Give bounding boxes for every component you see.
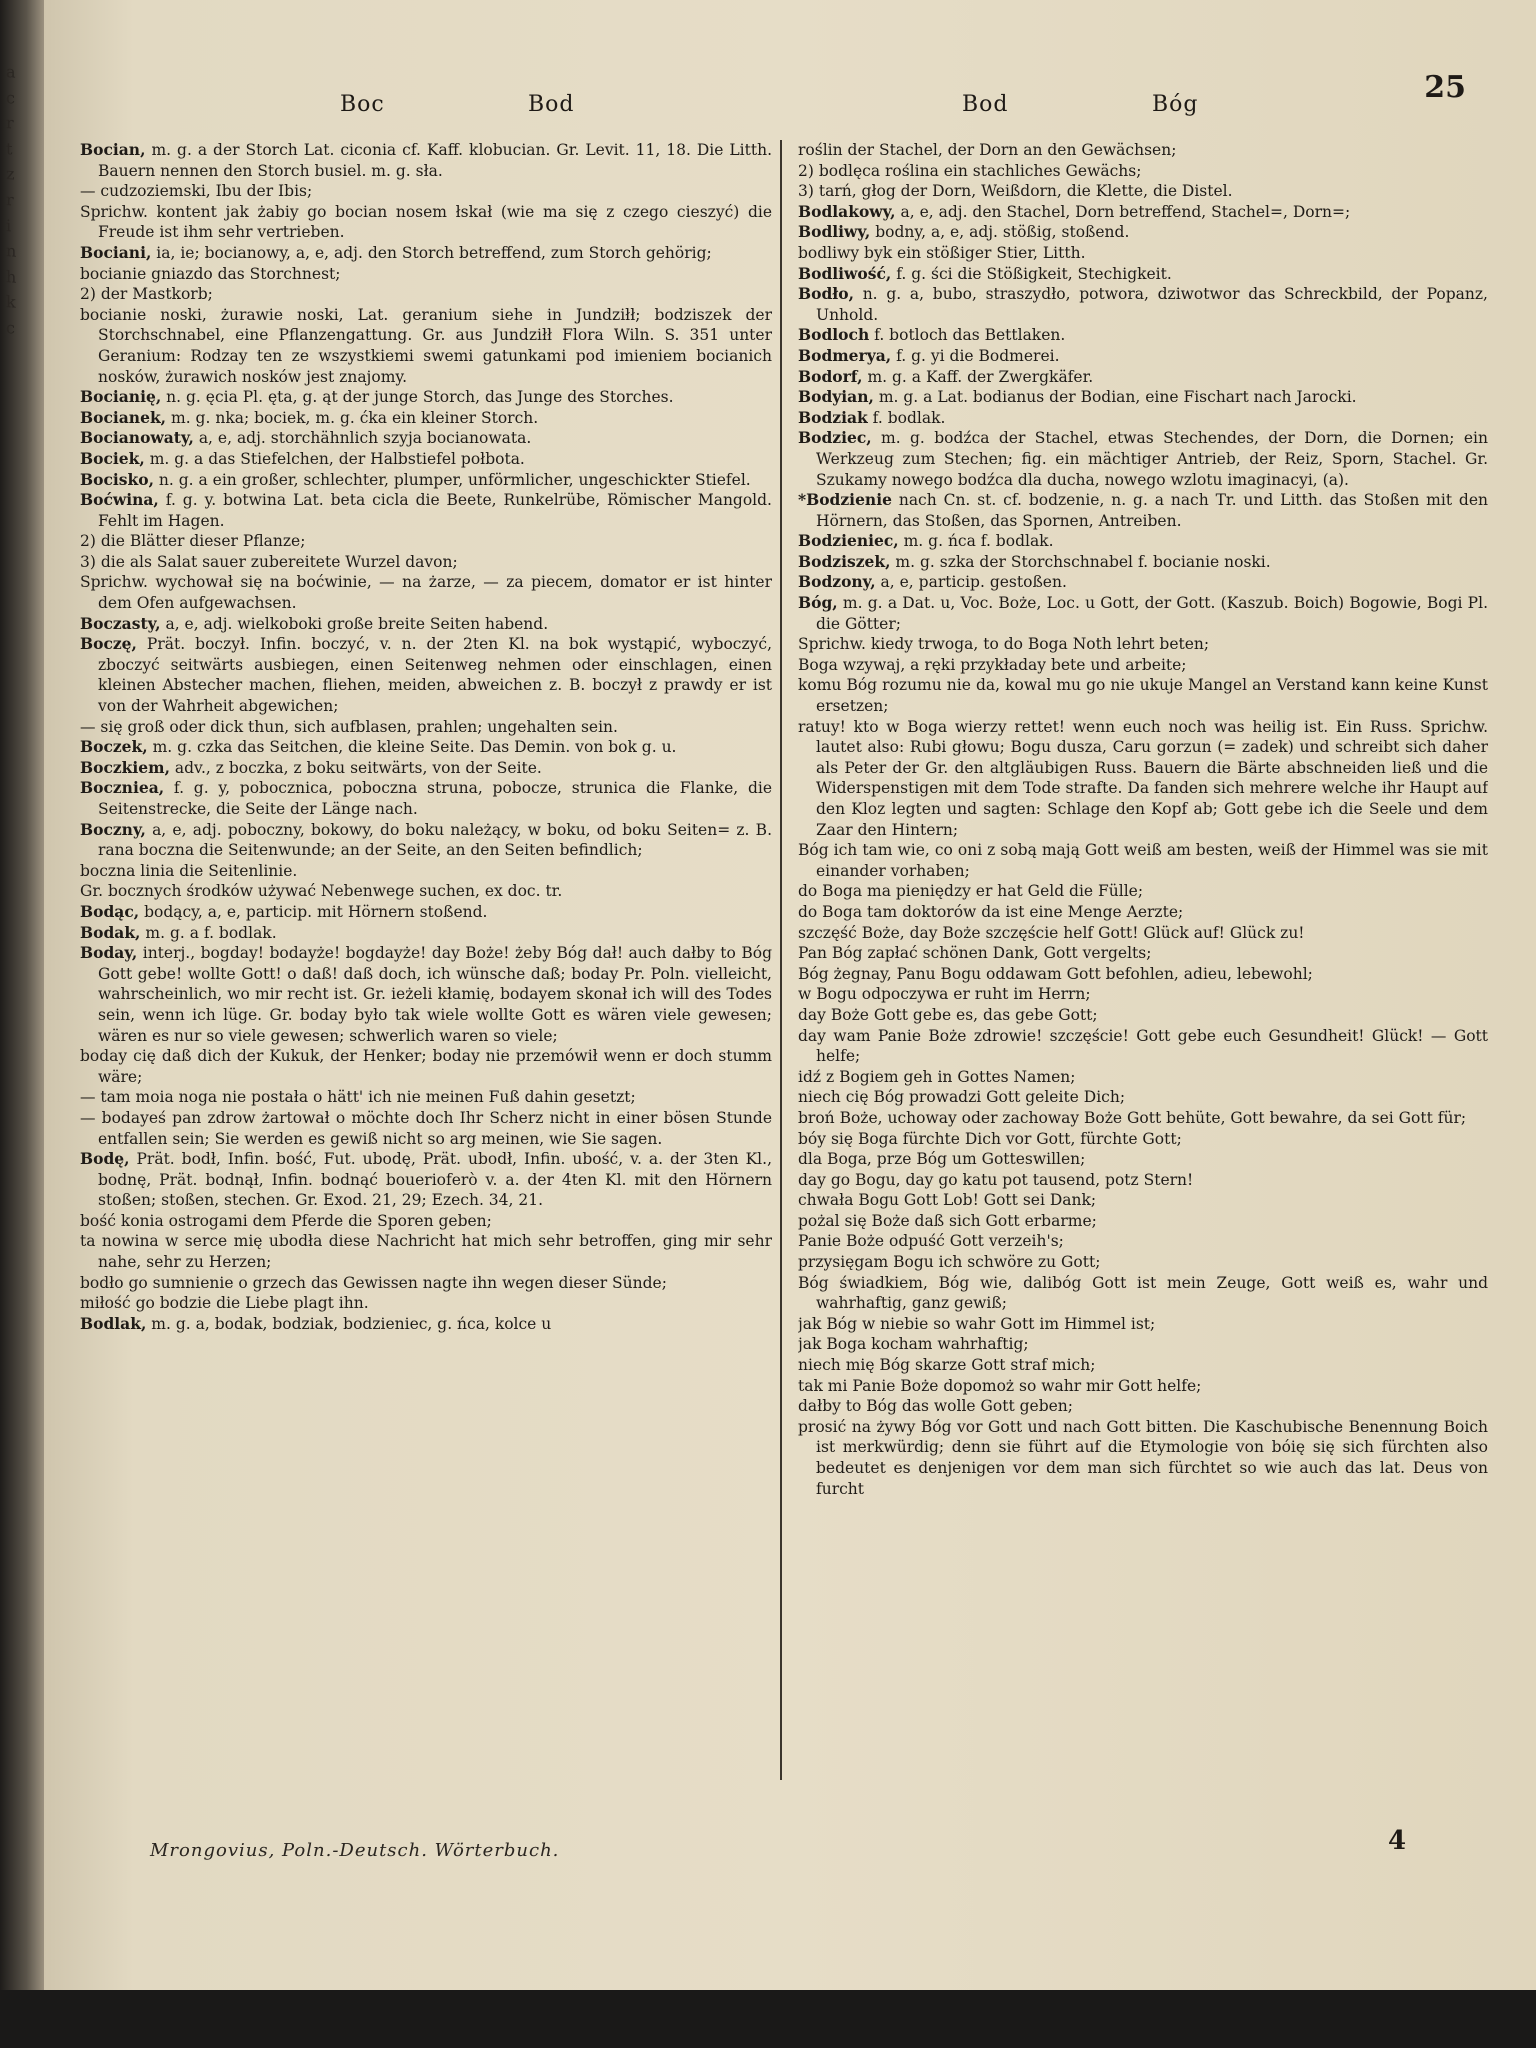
dictionary-entry [798,1026,1488,1067]
signature-mark: 4 [1388,1826,1407,1856]
entry-text: m. g. a Dat. u, Voc. Boże, Loc. u Gott, der Gott. (Kaszub. Boich) Bogowie, Bogi Pl. die Götter; [816,594,1488,633]
entry-headword: Bodorf, [798,366,863,386]
dictionary-entry [798,1273,1488,1314]
dictionary-entry [798,490,1488,531]
dictionary-entry [798,346,1488,367]
dictionary-entry [798,1067,1488,1088]
dictionary-entry [798,717,1488,841]
dictionary-entry [80,284,772,305]
entry-text: roślin der Stachel, der Dorn an den Gewächsen; [798,141,1177,159]
dictionary-entry [798,881,1488,902]
dictionary-entry [80,202,772,243]
dictionary-entry [798,325,1488,346]
dictionary-entry [798,1005,1488,1026]
dictionary-entry [798,1211,1488,1232]
entry-text: Boga wzywaj, a ręki przykładay bete und arbeite; [798,655,1187,674]
dictionary-entry [80,490,772,531]
entry-headword: Bodak, [80,922,141,942]
entry-headword: Bociek, [80,448,145,468]
entry-text: day wam Panie Boże zdrowie! szczęście! Gott gebe euch Gesundheit! Glück! — Gott helfe; [798,1026,1488,1066]
entry-text: f. g. yi die Bodmerei. [891,346,1060,365]
entry-text: pożal się Boże daß sich Gott erbarme; [798,1211,1097,1230]
dictionary-entry [798,531,1488,552]
entry-text: prosić na żywy Bóg vor Gott und nach Gott bitten. Die Kaschubische Benennung Boich ist merkwürdig; denn sie führt auf die Etymologie von bóię się sich fürchten also bedeutet es denjenigen vor dem man sich fürchtet so wie auch das lat. Deus von furcht [798,1417,1488,1498]
entry-text: bocianie gniazdo das Storchnest; [80,264,341,283]
entry-text: 2) der Mastkorb; [80,285,213,304]
dictionary-entry [80,634,772,716]
dictionary-entry [80,717,772,738]
entry-text: Panie Boże odpuść Gott verzeih's; [798,1232,1064,1251]
entry-text: day Boże Gott gebe es, das gebe Gott; [798,1005,1098,1024]
dictionary-entry [798,408,1488,429]
entry-text: m. g. ńca f. bodlak. [898,532,1054,551]
dictionary-entry [798,943,1488,964]
entry-headword: Boćwina, [80,490,159,510]
entry-headword: Boczkiem, [80,757,170,777]
dictionary-entry [798,634,1488,655]
entry-text: 2) bodlęca roślina ein stachliches Gewächs; [798,161,1142,180]
entry-text: a, e, particip. gestoßen. [875,573,1067,592]
entry-text: — się groß oder dick thun, sich aufblasen, prahlen; ungehalten sein. [80,717,618,736]
book-spine [0,0,44,1990]
entry-text: Sprichw. kiedy trwoga, to do Boga Noth lehrt beten; [798,635,1210,654]
dictionary-entry [798,923,1488,944]
entry-headword: *Bodzienie [798,490,892,510]
dictionary-entry [798,181,1488,202]
entry-headword: Bodzony, [798,572,876,592]
entry-text: a, e, adj. wielkoboki große breite Seiten habend. [160,614,549,633]
entry-text: — bodayeś pan zdrow żartował o möchte doch Ihr Scherz nicht in einer bösen Stunde entfallen sein; Sie werden es gewiß nicht so arg meinen, wie Sie sagen. [80,1108,772,1148]
book-title-footer: Mrongovius, Poln.-Deutsch. Wörterbuch. [150,1840,560,1861]
dictionary-entry [80,264,772,285]
dictionary-entry [80,1231,772,1272]
entry-headword: Boczek, [80,737,148,757]
dictionary-entry [798,367,1488,388]
entry-text: chwała Bogu Gott Lob! Gott sei Dank; [798,1191,1097,1210]
dictionary-entry [798,387,1488,408]
entry-text: tak mi Panie Boże dopomoż so wahr mir Gott helfe; [798,1376,1202,1395]
entry-headword: Boday, [80,943,138,963]
entry-text: bodło go sumnienie o grzech das Gewissen nagte ihn wegen dieser Sünde; [80,1273,667,1292]
dictionary-entry [80,387,772,408]
entry-text: Sprichw. kontent jak żabiy go bocian nosem łskał (wie ma się z czego cieszyć) die Freude ist ihm sehr vertrieben. [80,202,772,242]
entry-text: miłość go bodzie die Liebe plagt ihn. [80,1294,369,1313]
dictionary-entry [80,614,772,635]
entry-text: niech mię Bóg skarze Gott straf mich; [798,1356,1096,1375]
entry-headword: Boczę, [80,634,137,654]
dictionary-entry [80,1273,772,1294]
entry-text: bocianie noski, żurawie noski, Lat. geranium siehe in Jundziłł; bodziszek der Storchschnabel, eine Pflanzengattung. Gr. aus Jundziłł Flora Wiln. S. 351 unter Geranium: Rodzay ten ze wszystkiemi swemi gatunkami pod imieniem bocianich nosków, żurawich nosków jest znajomy. [80,305,772,386]
entry-text: 3) die als Salat sauer zubereitete Wurzel davon; [80,552,458,571]
entry-headword: Bodliwy, [798,222,871,242]
dictionary-entry [80,1046,772,1087]
entry-text: m. g. a f. bodlak. [140,923,277,942]
entry-headword: Bocian, [80,140,146,159]
dictionary-entry [80,1293,772,1314]
guide-word-right-1: Bod [962,92,1009,117]
entry-text: m. g. a, bodak, bodziak, bodzieniec, g. ńca, kolce u [146,1314,552,1333]
dictionary-entry [798,675,1488,716]
entry-text: a, e, adj. storchähnlich szyja bocianowata. [193,429,532,448]
entry-text: a, e, adj. den Stachel, Dorn betreffend, Stachel=, Dorn=; [895,202,1351,221]
dictionary-entry [798,1149,1488,1170]
dictionary-entry [798,1190,1488,1211]
entry-text: a, e, adj. poboczny, bokowy, do boku należący, w boku, od boku Seiten= z. B. rana boczna die Seitenwunde; an der Seite, an den Seiten befindlich; [98,820,772,860]
dictionary-entry [798,593,1488,634]
dictionary-entry [80,572,772,613]
dictionary-entry [80,449,772,470]
dictionary-entry [80,943,772,1046]
dictionary-entry [798,1129,1488,1150]
entry-text: m. g. czka das Seitchen, die kleine Seite. Das Demin. von bok g. u. [147,738,677,757]
dictionary-entry [80,1149,772,1211]
dictionary-entry [80,1314,772,1335]
dictionary-entry [80,181,772,202]
entry-text: nach Cn. st. cf. bodzenie, n. g. a nach Tr. und Litth. das Stoßen mit den Hörnern, das Stoßen, das Spornen, Antreiben. [816,491,1488,530]
dictionary-entry [80,408,772,429]
entry-headword: Bóg, [798,593,838,613]
entry-text: Gr. bocznych środków używać Nebenwege suchen, ex doc. tr. [80,882,563,901]
entry-text: f. bodlak. [867,408,946,427]
entry-headword: Bocianię, [80,387,162,407]
dictionary-entry [798,1396,1488,1417]
entry-text: n. g. ęcia Pl. ęta, g. ąt der junge Storch, das Junge des Storches. [161,388,674,407]
dictionary-entry [798,655,1488,676]
entry-text: m. g. a Lat. bodianus der Bodian, eine Fischart nach Jarocki. [873,388,1357,407]
entry-text: przysięgam Bogu ich schwöre zu Gott; [798,1253,1101,1272]
entry-text: — tam moia noga nie postała o hätt' ich nie meinen Fuß dahin gesetzt; [80,1088,636,1107]
dictionary-entry [798,1108,1488,1129]
entry-text: w Bogu odpoczywa er ruht im Herrn; [798,985,1091,1004]
entry-text: f. g. y. botwina Lat. beta cicla die Beete, Runkelrübe, Römischer Mangold. Fehlt im Hagen. [98,491,772,530]
dictionary-entry [798,264,1488,285]
background-edge [0,1990,1536,2048]
entry-text: szczęść Boże, day Boże szczęście helf Gott! Glück auf! Glück zu! [798,923,1305,942]
dictionary-entry [798,984,1488,1005]
entry-text: Bóg ich tam wie, co oni z sobą mają Gott weiß am besten, weiß der Himmel was sie mit einander vorhaben; [798,841,1488,880]
entry-headword: Bodyian, [798,387,874,407]
entry-text: bodny, a, e, adj. stößig, stoßend. [870,223,1130,242]
entry-text: m. g. a das Stiefelchen, der Halbstiefel połbota. [144,449,525,468]
dictionary-entry [80,470,772,491]
entry-text: bodący, a, e, particip. mit Hörnern stoßend. [139,902,488,921]
entry-text: f. g. ści die Stößigkeit, Stechigkeit. [891,264,1172,283]
entry-text: jak Boga kocham wahrhaftig; [798,1335,1029,1354]
dictionary-entry [80,531,772,552]
dictionary-entry [80,428,772,449]
entry-text: Bóg świadkiem, Bóg wie, dalibóg Gott ist mein Zeuge, Gott weiß es, wahr und wahrhaftig, ganz gewiß; [798,1273,1488,1313]
guide-word-right-2: Bóg [1152,92,1199,117]
entry-text: dałby to Bóg das wolle Gott geben; [798,1397,1074,1416]
dictionary-entry [80,923,772,944]
dictionary-entry [80,881,772,902]
entry-headword: Bodloch [798,325,870,345]
spine-text: a c r t z r i n h k c [6,61,17,338]
dictionary-entry [798,1087,1488,1108]
entry-headword: Bodlak, [80,1313,147,1333]
dictionary-entry [798,964,1488,985]
entry-text: broń Boże, uchoway oder zachoway Boże Gott behüte, Gott bewahre, da sei Gott für; [798,1108,1467,1127]
entry-text: m. g. a der Storch Lat. ciconia cf. Kaff. klobucian. Gr. Levit. 11, 18. Die Litth. Bauern nennen den Storch busiel. m. g. sła. [98,141,772,180]
entry-text: komu Bóg rozumu nie da, kowal mu go nie ukuje Mangel an Verstand kann keine Kunst ersetzen; [798,676,1488,716]
entry-headword: Bociani, [80,242,152,262]
entry-text: adv., z boczka, z boku seitwärts, von der Seite. [169,758,542,777]
entry-text: do Boga tam doktorów da ist eine Menge Aerzte; [798,902,1184,921]
dictionary-entry [798,1314,1488,1335]
guide-word-left-1: Boc [340,92,385,117]
dictionary-entry [798,140,1488,161]
entry-text: boday cię daß dich der Kukuk, der Henker; boday nie przemówił wenn er doch stumm wäre; [80,1047,772,1086]
entry-text: ratuy! kto w Boga wierzy rettet! wenn euch noch was heilig ist. Ein Russ. Sprichw. lautet also: Rubi głowu; Bogu dusza, Caru gorzun (= zadek) und schreibt sich daher als Peter der Gr. den altgläubigen Russ. Bauern die Bärte abschneiden ließ und die Widerspenstigen mit dem Tode strafte. Da fanden sich mehrere welche ihr Haupt auf den Kloz legten und sagten: Schlage den Kopf ab; Gott gebe ich die Seele und dem Zaar den Hintern; [798,717,1488,839]
entry-text: — cudzoziemski, Ibu der Ibis; [80,182,313,201]
entry-headword: Bodziec, [798,428,872,448]
guide-word-left-2: Bod [528,92,575,117]
dictionary-entry [80,305,772,387]
entry-text: Sprichw. wychował się na boćwinie, — na żarze, — za piecem, domator er ist hinter dem Ofen aufgewachsen. [80,573,772,613]
entry-text: Bóg żegnay, Panu Bogu oddawam Gott befohlen, adieu, lebewohl; [798,964,1313,983]
entry-headword: Bodliwość, [798,263,892,283]
entry-headword: Bodzieniec, [798,531,899,551]
entry-text: Prät. bodł, Infin. bość, Fut. ubodę, Prät. ubodł, Infin. ubość, v. a. der 3ten Kl., bodnę, Prät. bodnął, Infin. bodnąć bouerioferò v. a. der 4ten Kl. mit den Hörnern stoßen; stoßen, stechen. Gr. Exod. 21, 29; Ezech. 34, 21. [98,1150,772,1210]
entry-headword: Bodlakowy, [798,201,896,221]
dictionary-entry [80,1108,772,1149]
entry-text: boczna linia die Seitenlinie. [80,861,298,880]
dictionary-entry [798,202,1488,223]
entry-headword: Bocisko, [80,469,154,489]
dictionary-entry [80,778,772,819]
entry-text: m. g. nka; bociek, m. g. ćka ein kleiner Storch. [166,408,539,427]
entry-headword: Bodę, [80,1149,130,1169]
entry-text: idź z Bogiem geh in Gottes Namen; [798,1067,1076,1086]
dictionary-entry [798,428,1488,490]
column-rule [780,140,782,1780]
entry-text: m. g. a Kaff. der Zwergkäfer. [862,367,1094,386]
dictionary-entry [798,572,1488,593]
entry-text: 3) tarń, głog der Dorn, Weißdorn, die Klette, die Distel. [798,182,1233,201]
page-number: 25 [1424,70,1466,105]
entry-text: jak Bóg w niebie so wahr Gott im Himmel ist; [798,1314,1156,1333]
dictionary-entry [80,758,772,779]
entry-headword: Bodmerya, [798,345,892,365]
dictionary-entry [798,1252,1488,1273]
dictionary-entry [798,1231,1488,1252]
dictionary-entry [80,861,772,882]
entry-text: day go Bogu, day go katu pot tausend, potz Stern! [798,1170,1194,1189]
dictionary-entry [798,1170,1488,1191]
dictionary-entry [798,284,1488,325]
dictionary-entry [798,840,1488,881]
dictionary-entry [80,243,772,264]
entry-text: n. g. a, bubo, straszydło, potwora, dziwotwor das Schreckbild, der Popanz, Unhold. [816,285,1488,324]
dictionary-entry [798,1376,1488,1397]
dictionary-entry [798,222,1488,243]
entry-text: bodliwy byk ein stößiger Stier, Litth. [798,243,1086,262]
entry-headword: Bodąc, [80,901,140,921]
entry-text: bość konia ostrogami dem Pferde die Sporen geben; [80,1211,492,1230]
dictionary-entry [80,552,772,573]
entry-headword: Bocianek, [80,407,167,427]
entry-headword: Bodło, [798,284,854,304]
entry-text: interj., bogday! bodayże! bogdayże! day Boże! żeby Bóg dał! auch dałby to Bóg Gott gebe! wollte Gott! o daß! daß doch, ich wünsche daß; boday Pr. Poln. vielleicht, wahrscheinlich, wo mir recht ist. Gr. ieżeli kłamię, bodayem skonał ich will des Todes sein, wenn ich lüge. Gr. boday było tak wiele wollte Gott es wären viele gewesen; wären es nur so viele gewesen; schwerlich waren so viele; [98,944,772,1045]
entry-text: m. g. bodźca der Stachel, etwas Stechendes, der Dorn, die Dornen; ein Werkzeug zum Stechen; fig. ein mächtiger Antrieb, der Reiz, Sporn, Stachel. Gr. Szukamy nowego bodźca dla ducha, nowego wzlotu imaginacyi, (a). [816,429,1488,489]
entry-headword: Boczasty, [80,613,161,633]
entry-headword: Bodziszek, [798,551,891,571]
entry-text: f. botloch das Bettlaken. [869,326,1066,345]
entry-text: niech cię Bóg prowadzi Gott geleite Dich; [798,1088,1126,1107]
entry-text: Pan Bóg zapłać schönen Dank, Gott vergelts; [798,944,1152,963]
dictionary-entry [798,552,1488,573]
entry-headword: Boczniea, [80,778,165,798]
dictionary-entry [798,1417,1488,1499]
entry-text: do Boga ma pieniędzy er hat Geld die Fülle; [798,882,1144,901]
dictionary-entry [798,161,1488,182]
right-column [798,140,1488,1820]
entry-text: bóy się Boga fürchte Dich vor Gott, fürchte Gott; [798,1129,1182,1148]
dictionary-entry [80,737,772,758]
dictionary-entry [80,1087,772,1108]
entry-text: dla Boga, prze Bóg um Gotteswillen; [798,1150,1086,1169]
entry-text: n. g. a ein großer, schlechter, plumper, unförmlicher, ungeschickter Stiefel. [153,470,751,489]
entry-text: ta nowina w serce mię ubodła diese Nachricht hat mich sehr betroffen, ging mir sehr nahe, sehr zu Herzen; [80,1232,772,1272]
dictionary-entry [798,1355,1488,1376]
entry-headword: Bodziak [798,407,868,427]
entry-text: f. g. y, pobocznica, poboczna struna, pobocze, strunica die Flanke, die Seitenstrecke, die Seite der Länge nach. [98,779,772,818]
dictionary-entry [80,1211,772,1232]
entry-headword: Boczny, [80,819,146,839]
entry-text: m. g. szka der Storchschnabel f. bocianie noski. [890,552,1271,571]
entry-text: ia, ie; bocianowy, a, e, adj. den Storch betreffend, zum Storch gehörig; [151,243,712,262]
entry-text: Prät. boczył. Infin. boczyć, v. n. der 2ten Kl. na bok wystąpić, wyboczyć, zboczyć seitwärts ausbiegen, einen Seitenweg nehmen oder einschlagen, einen kleinen Abstecher machen, fliehen, meiden, abweichen z. B. boczył z prawdy er ist von der Wahrheit abgewichen; [98,635,772,716]
dictionary-entry [798,1334,1488,1355]
entry-headword: Bocianowaty, [80,428,194,448]
dictionary-entry [798,243,1488,264]
left-column [80,140,772,1820]
entry-text: 2) die Blätter dieser Pflanze; [80,532,306,551]
dictionary-entry [80,820,772,861]
dictionary-entry [80,902,772,923]
dictionary-entry [80,140,772,181]
dictionary-entry [798,902,1488,923]
